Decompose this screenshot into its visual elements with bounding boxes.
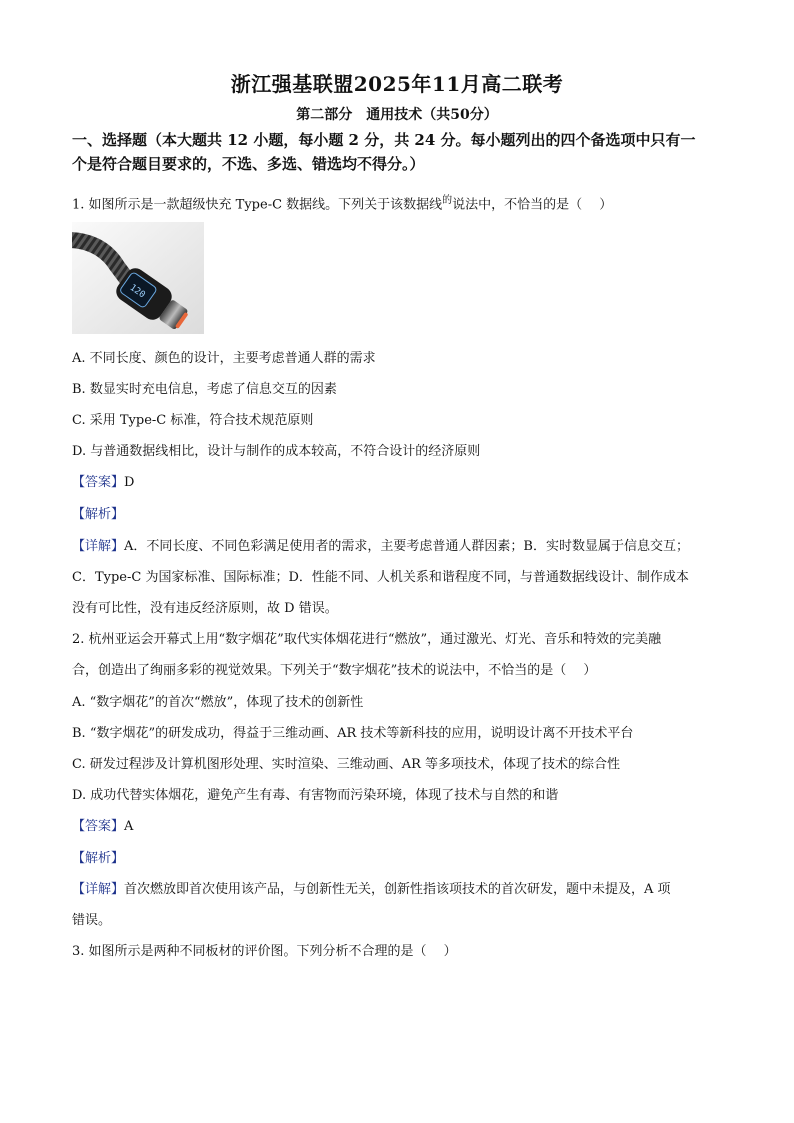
q1-stem-text: 1. 如图所示是一款超级快充 Type-C 数据线。下列关于该数据线 <box>72 197 443 213</box>
q1-option-b: B. 数显实时充电信息，考虑了信息交互的因素 <box>72 382 337 397</box>
q1-stem <box>72 192 732 214</box>
q2-answer-label: 【答案】 <box>72 819 125 834</box>
q2-detail-line-2: 错误。 <box>72 913 112 928</box>
q2-detail-label: 【详解】 <box>72 882 125 897</box>
q2-detail-text-1: 首次燃放即首次使用该产品，与创新性无关，创新性指该项技术的首次研发，题中未提及，A 项 <box>124 882 671 897</box>
page-title: 浙江强基联盟2025年11月高二联考 <box>230 72 564 96</box>
q1-detail-line-2: C．Type-C 为国家标准、国际标准；D．性能不同、人机关系和谐程度不同，与普通数据线设计、制作成本 <box>72 570 689 585</box>
q1-option-d: D. 与普通数据线相比，设计与制作的成本较高，不符合设计的经济原则 <box>72 444 481 459</box>
q1-detail-line-3: 没有可比性，没有违反经济原则，故 D 错误。 <box>72 601 338 616</box>
q2-detail-line-1 <box>72 881 732 899</box>
section-heading-line-2: 个是符合题目要求的，不选、多选、错选均不得分。） <box>72 155 425 173</box>
q2-analysis-label-text: 【解析】 <box>72 851 125 866</box>
q2-option-a: A. “数字烟花”的首次“燃放”，体现了技术的创新性 <box>72 695 364 710</box>
q1-stem-tail: 说法中，不恰当的是（ ） <box>452 197 613 213</box>
q1-answer-label: 【答案】 <box>72 475 125 490</box>
section-heading-line-1: 一、选择题（本大题共 12 小题，每小题 2 分，共 24 分。每小题列出的四个备选项中只有一 <box>72 131 696 149</box>
q2-stem-line-1: 2. 杭州亚运会开幕式上用“数字烟花”取代实体烟花进行“燃放”，通过激光、灯光、音乐和特效的完美融 <box>72 632 662 647</box>
cable-display-readout: 120 <box>127 282 147 301</box>
q2-option-b: B. “数字烟花”的研发成功，得益于三维动画、AR 技术等新科技的应用，说明设计离不开技术平台 <box>72 726 634 741</box>
q1-answer <box>72 474 732 492</box>
q2-analysis-label <box>72 850 732 868</box>
q1-detail-line-1 <box>72 538 732 556</box>
q1-analysis-label <box>72 506 732 524</box>
usb-c-cable-image <box>72 222 204 334</box>
q2-stem-line-2: 合，创造出了绚丽多彩的视觉效果。下列关于“数字烟花”技术的说法中，不恰当的是（ ） <box>72 663 597 678</box>
q1-detail-label: 【详解】 <box>72 539 125 554</box>
q3-stem: 3. 如图所示是两种不同板材的评价图。下列分析不合理的是（ ） <box>72 944 457 959</box>
q1-stem-superscript: 的 <box>442 195 453 206</box>
page-subtitle: 第二部分 通用技术（共50分） <box>296 107 498 123</box>
q1-answer-value: D <box>124 475 135 490</box>
q1-detail-text-1: A．不同长度、不同色彩满足使用者的需求，主要考虑普通人群因素；B．实时数显属于信息交互； <box>124 539 689 554</box>
q2-option-c: C. 研发过程涉及计算机图形处理、实时渲染、三维动画、AR 等多项技术，体现了技术的综合性 <box>72 757 621 772</box>
q2-answer <box>72 818 732 836</box>
q2-answer-value: A <box>124 819 134 834</box>
q2-option-d: D. 成功代替实体烟花，避免产生有毒、有害物而污染环境，体现了技术与自然的和谐 <box>72 788 559 803</box>
q1-analysis-label-text: 【解析】 <box>72 507 125 522</box>
q1-option-a: A. 不同长度、颜色的设计，主要考虑普通人群的需求 <box>72 351 376 366</box>
q1-option-c: C. 采用 Type-C 标准，符合技术规范原则 <box>72 413 314 428</box>
